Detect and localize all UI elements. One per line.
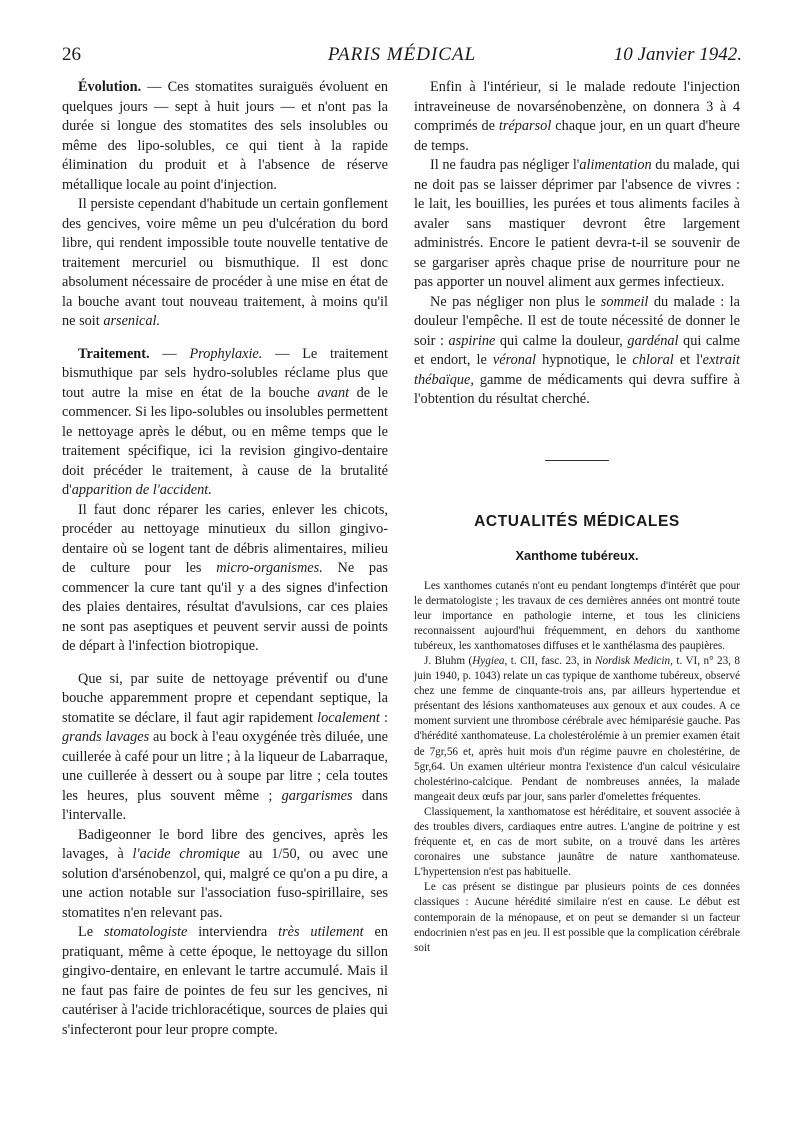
paragraph-faut: Il faut donc réparer les caries, enlever les chicots, procéder au nettoyage minutieux du sillon gingivo-dentaire où se logent tant de débris alimentaires, milieu de culture pour les micro-organismes. Ne pas commencer la cure tant qu'il y a des signes d'infection des plaies dentaires, résultat d'avulsions, car ces plaies ne sont pas aseptiques et peuvent servir aussi de points de départ à l'infection biotropique. [62, 501, 388, 654]
heading-evolution: Évolution. [78, 79, 142, 95]
page-header [62, 44, 742, 72]
paragraph-que-si: Que si, par suite de nettoyage préventif ou d'une bouche apparemment propre et cependant septique, la stomatite se déclare, il faut agir rapidement localement : grands lavages au bock à l'eau oxygénée très diluée, une cuillerée à café pour un litre ; à la liqueur de Labarraque, une cuillerée à dessert ou à soupe par litre ; cela toutes les heures, plus souvent même ; gargarismes dans l'intervalle. [62, 670, 389, 823]
page-number: 26 [62, 44, 81, 65]
paragraph-enfin: Enfin à l'intérieur, si le malade redoute l'injection intraveineuse de novarsénobenzène, on donnera 3 à 4 comprimés de tréparsol chaque jour, en un quart d'heure de temps. [414, 79, 740, 154]
paragraph-evolution: Évolution. — Ces stomatites suraiguës évoluent en quelques jours — sept à huit jours — et n'ont pas la durée si longue des stomatites des sels insolubles ou même des lipo-solubles, ce qui tient à la rapide élimination du produit et à l'absence de réserve métallique locale au point d'injection. [62, 79, 388, 193]
subsection-title: Xanthome tubéreux. [515, 547, 639, 563]
paragraph-sommeil: Ne pas négliger non plus le sommeil du malade : la douleur l'empêche. Il est de toute nécessité de donner le soir : aspirine qui calme la douleur, gardénal qui calme et endort, le véronal hypnotique, le chloral et l'extrait thébaïque, gamme de médicaments qui devra suffire à l'obtention du résultat cherché. [414, 293, 740, 407]
paragraph-persiste: Il persiste cependant d'habitude un certain gonflement des gencives, voire même un peu d'ulcération du bord libre, qui rendent impossible toute nouvelle tentative de traitement mercuriel ou bismuthique. Il est donc absolument nécessaire de procéder à une mise en état de la bouche avant tout nouveau traitement, à moins qu'il ne soit arsenical. [62, 196, 388, 329]
xanthome-article [414, 579, 740, 956]
paragraph-traitement: Traitement. — Prophylaxie. — Le traitement bismuthique par sels hydro-solubles réclame plus que tout autre la mise en état de la bouche avant de le commencer. Si les lipo-solubles ou insolubles permettent le nettoyage après le début, ou en même temps que le traitement spécifique, ici la revision gingivo-dentaire doit précéder le traitement, à cause de la brutalité d'apparition de l'accident. [62, 345, 388, 498]
paragraph-stomatologiste: Le stomatologiste interviendra très utilement en pratiquant, même à cette époque, le nettoyage du sillon gingivo-dentaire, en enlevant le tartre accumulé. Mais il ne faut pas faire de pointes de feu sur les gencives, ni cautériser à l'acide trichloracétique, sources de plaies qui s'infecteront pour leur propre compte. [62, 924, 388, 1038]
section-divider [545, 460, 609, 461]
section-title: ACTUALITÉS MÉDICALES [474, 512, 680, 530]
journal-title: PARIS MÉDICAL [327, 44, 477, 65]
paragraph-xanthomes: Les xanthomes cutanés n'ont eu pendant longtemps d'intérêt que pour le dermatologiste ; les travaux de ces dernières années ont montré toute leur importance en pathologie interne, et tous les cliniciens reconnaissent aujourd'hui fréquemment, en dehors du xanthome tubéreux, les xanthomatoses diffuses et le xanthélasma des paupières. [414, 579, 740, 652]
right-column [414, 78, 740, 956]
paragraph-cas-present: Le cas présent se distingue par plusieurs points de ces données classiques : Aucune hérédité similaire n'est en cause. Le début est contemporain de la ménopause, et on peut se demander si un facteur endocrinien n'est pas en jeu. Il est possible que la complication cérébrale soit [414, 881, 740, 954]
heading-traitement: Traitement. [78, 345, 150, 362]
left-column [62, 78, 388, 1040]
paragraph-classiquement: Classiquement, la xanthomatose est héréditaire, et souvent associée à des troubles divers, cardiaques entre autres. L'angine de poitrine y est fréquente et, en cas de mort subite, on a trouvé dans les artères coronaires une substance jaunâtre de nature xanthomateuse. L'hypertension n'est pas habituelle. [414, 805, 740, 879]
paragraph-badigeonner: Badigeonner le bord libre des gencives, après les lavages, à l'acide chromique au 1/50, ou avec une solution d'arsénobenzol, qui, malgré ce qu'on a pu dire, a une action notable sur l'association fuso-spirillaire, ses stomatites n'en relevant pas. [62, 826, 388, 921]
paragraph-bluhm: J. Bluhm (Hygiea, t. CII, fasc. 23, in Nordisk Medicin, t. VI, n° 23, 8 juin 1940, p. 1043) relate un cas typique de xanthome tubéreux, observé chez une femme de cinquante-trois ans, par ailleurs hypertendue et présentant des lésions xanthomateuses aux genoux et aux coudes. A ce moment survient une thrombose cérébrale avec hémiparésie gauche. Pas d'hérédité xanthomateuse. La cholestérolémie à un premier examen était de 7gr,56 et, après huit mois d'un régime pauvre en cholestérine, de 5gr,64. Un examen ultérieur montra l'existence d'un calcul vésiculaire cholestérino-calcique. Pendant de nombreuses années, la malade mangeait deux œufs par jour, sans parler d'omelettes fréquentes. [414, 654, 740, 803]
issue-date: 10 Janvier 1942. [613, 44, 742, 65]
paragraph-alimentation: Il ne faudra pas négliger l'alimentation du malade, qui ne doit pas se laisser déprimer par l'absence de vivres : le lait, les bouillies, les purées et tous aliments faciles à avaler sans mastiquer devront être largement administrés. Encore le patient devra-t-il se souvenir de se gargariser après chaque prise de nourriture pour ne pas apporter un nouvel aliment aux germes infectieux. [414, 157, 740, 290]
